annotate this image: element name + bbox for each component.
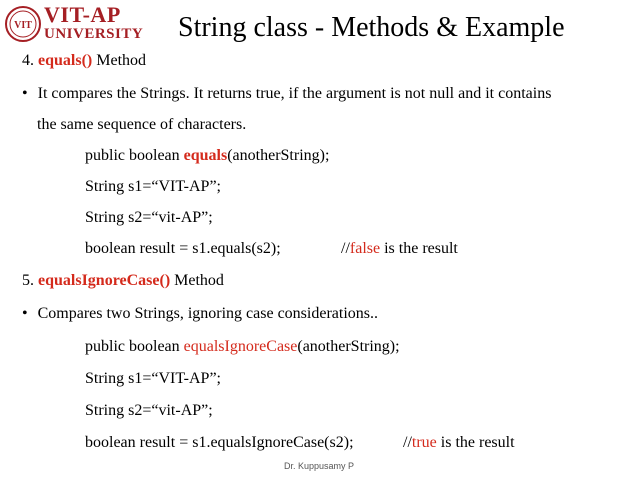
signature-suffix: (anotherString); (227, 147, 330, 164)
section-number: 4. (22, 52, 34, 69)
method-suffix: Method (92, 52, 147, 69)
section-number: 5. (22, 272, 34, 289)
method-suffix: Method (170, 272, 224, 289)
code-comment (341, 239, 458, 259)
method-name: equals() (38, 52, 93, 69)
seal-icon (4, 4, 42, 44)
comment-suffix: is the result (380, 240, 458, 257)
logo-subtitle: UNIVERSITY (44, 26, 144, 42)
signature-prefix: public boolean (85, 338, 184, 355)
code-line-result: boolean result = s1.equalsIgnoreCase(s2); (85, 434, 354, 451)
logo-name: VIT-AP (44, 2, 121, 27)
seal-text: VIT (14, 20, 32, 31)
university-logo (4, 2, 144, 44)
signature-method: equalsIgnoreCase (183, 338, 298, 355)
bullet-icon: • (22, 85, 28, 102)
code-line-s2: String s2=“vit-AP”; (85, 402, 213, 419)
footer-author: Dr. Kuppusamy P (283, 461, 355, 471)
comment-suffix: is the result (436, 434, 515, 451)
method-name: equalsIgnoreCase() (38, 272, 171, 289)
description-text: It compares the Strings. It returns true, if the argument is not null and it contains (37, 85, 552, 102)
code-line-s1: String s1=“VIT-AP”; (85, 370, 221, 387)
code-line-s1: String s1=“VIT-AP”; (85, 178, 221, 195)
comment-prefix: // (341, 240, 350, 257)
signature-suffix: (anotherString); (297, 338, 400, 355)
section-heading-equalsignorecase (22, 271, 224, 291)
comment-prefix: // (403, 434, 412, 451)
signature-prefix: public boolean (85, 147, 184, 164)
bullet-description (22, 84, 551, 104)
signature-method: equals (183, 147, 228, 164)
method-signature (85, 146, 329, 166)
description-text: Compares two Strings, ignoring case considerations.. (37, 305, 378, 322)
comment-value: false (349, 240, 381, 257)
description-continuation: the same sequence of characters. (37, 116, 247, 133)
method-signature (85, 337, 400, 357)
bullet-description (22, 304, 378, 324)
section-heading-equals (22, 51, 146, 71)
bullet-icon: • (22, 305, 28, 322)
code-line-s2: String s2=“vit-AP”; (85, 209, 213, 226)
comment-value: true (411, 434, 437, 451)
code-line-result: boolean result = s1.equals(s2); (85, 240, 281, 257)
code-comment (403, 433, 515, 453)
slide-title: String class - Methods & Example (178, 12, 565, 43)
